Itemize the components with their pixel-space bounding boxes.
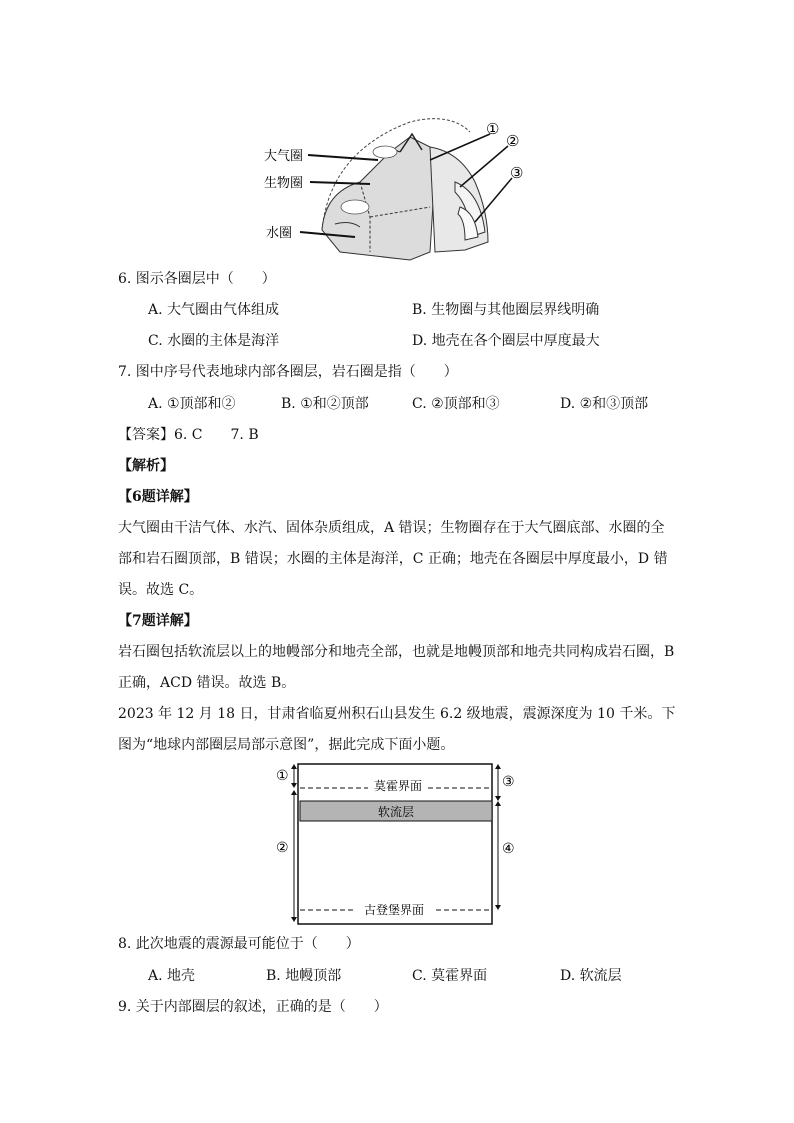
q7-option-b: B. ①和②顶部 — [281, 396, 369, 412]
label-n1: ① — [486, 120, 500, 138]
q6-detail-heading: 【6题详解】 — [118, 489, 198, 505]
label-fig2-n2: ② — [276, 840, 289, 856]
label-atmosphere: 大气圈 — [264, 149, 304, 164]
label-fig2-n3: ③ — [502, 774, 515, 790]
q6-option-a: A. 大气圈由气体组成 — [148, 302, 280, 318]
intro-text: 2023 年 12 月 18 日，甘肃省临夏州积石山县发生 6.2 级地震，震源深度为 10 千米。下图为“地球内部圈层局部示意图”，据此完成下面小题。 — [118, 706, 676, 753]
q6-option-d: D. 地壳在各个圈层中厚度最大 — [412, 333, 600, 349]
q6-stem: 6. 图示各圈层中（ ） — [118, 271, 276, 287]
q9-stem: 9. 关于内部圈层的叙述，正确的是（ ） — [118, 999, 388, 1015]
q8-option-b: B. 地幔顶部 — [266, 968, 342, 984]
label-asthenosphere: 软流层 — [377, 805, 415, 819]
q6-detail-text: 大气圈由干洁气体、水汽、固体杂质组成，A 错误；生物圈存在于大气圈底部、水圈的全部和岩石圈顶部，B 错误；水圈的主体是海洋，C 正确；地壳在各圈层中厚度最小，D 错误。故选 C。 — [118, 520, 668, 598]
q8-option-a: A. 地壳 — [148, 968, 196, 984]
earth-spheres-figure — [260, 112, 540, 262]
q8-option-d: D. 软流层 — [560, 968, 622, 984]
label-n3: ③ — [510, 164, 524, 182]
answer-line: 【答案】6. C 7. B — [118, 427, 259, 443]
label-fig2-n1: ① — [276, 768, 289, 784]
analysis-heading: 【解析】 — [118, 458, 174, 474]
q6-option-c: C. 水圈的主体是海洋 — [148, 333, 280, 349]
label-fig2-n4: ④ — [502, 841, 515, 857]
mantle-layer — [430, 147, 488, 252]
label-biosphere: 生物圈 — [264, 176, 304, 191]
q6-option-b: B. 生物圈与其他圈层界线明确 — [412, 302, 600, 318]
label-hydrosphere: 水圈 — [266, 226, 293, 241]
q7-option-d: D. ②和③顶部 — [560, 396, 649, 412]
label-moho: 莫霍界面 — [373, 779, 423, 793]
label-n2: ② — [506, 132, 520, 150]
q7-detail-heading: 【7题详解】 — [118, 613, 198, 629]
q7-detail-text: 岩石圈包括软流层以上的地幔部分和地壳全部，也就是地幔顶部和地壳共同构成岩石圈，B 正确，ACD 错误。故选 B。 — [118, 644, 675, 691]
label-gutenberg: 古登堡界面 — [363, 903, 425, 917]
q8-stem: 8. 此次地震的震源最可能位于（ ） — [118, 936, 360, 952]
interior-layers-figure — [274, 760, 518, 926]
q7-stem: 7. 图中序号代表地球内部各圈层，岩石圈是指（ ） — [118, 364, 458, 380]
q7-option-c: C. ②顶部和③ — [412, 396, 500, 412]
q7-option-a: A. ①顶部和② — [148, 396, 236, 412]
q8-option-c: C. 莫霍界面 — [412, 968, 488, 984]
